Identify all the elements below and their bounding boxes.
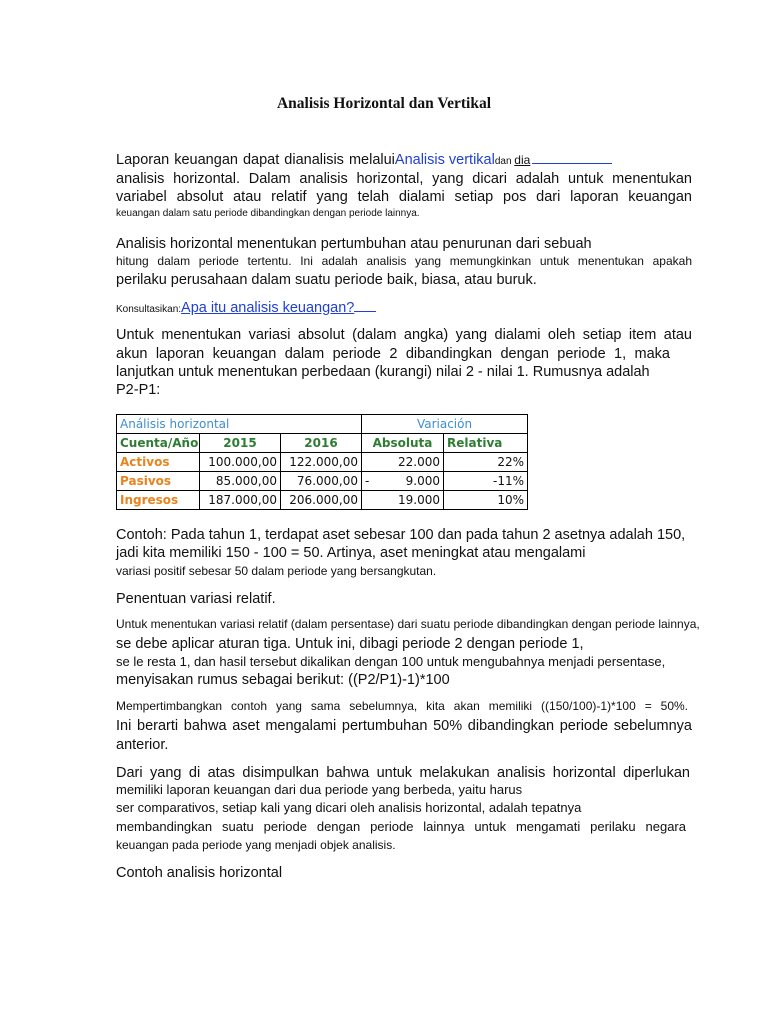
table-row (117, 453, 528, 472)
cell-2016: 76.000,00 (281, 472, 362, 491)
paragraph-3-line-2: akun laporan keuangan dalam periode 2 dibandingkan dengan periode 1, maka (116, 346, 670, 362)
paragraph-4-line-2: jadi kita memiliki 150 - 100 = 50. Artinya, aset meningkat atau mengalami (116, 545, 586, 561)
cell-absolute (362, 453, 444, 472)
row-label: Activos (117, 453, 200, 472)
paragraph-2-line-3: perilaku perusahaan dalam suatu periode baik, biasa, atau buruk. (116, 272, 537, 288)
paragraph-1-line-2: analisis horizontal. Dalam analisis horizontal, yang dicari adalah untuk menentukan (116, 171, 692, 187)
paragraph-4-line-3: variasi positif sebesar 50 dalam periode yang bersangkutan. (116, 564, 437, 578)
cell-absolute (362, 491, 444, 510)
paragraph-6-line-2: Ini berarti bahwa aset mengalami pertumbuhan 50% dibandingkan periode sebelumnya (116, 718, 692, 734)
col-header-2015: 2015 (200, 434, 281, 453)
paragraph-5-line-4: se le resta 1, dan hasil tersebut dikalikan dengan 100 untuk mengubahnya menjadi persentase, (116, 654, 666, 669)
col-header-2016: 2016 (281, 434, 362, 453)
paragraph-6-line-3: anterior. (116, 737, 169, 753)
paragraph-7-line-1: Dari yang di atas disimpulkan bahwa untuk melakukan analisis horizontal diperlukan (116, 765, 690, 781)
table-row (117, 491, 528, 510)
paragraph-5-line-1: Penentuan variasi relatif. (116, 591, 276, 607)
col-header-account: Cuenta/Año (117, 434, 200, 453)
cell-absolute-value: 9.000 (405, 474, 440, 488)
paragraph-3-line-4: P2-P1: (116, 382, 161, 398)
page-title: Analisis Horizontal dan Vertikal (276, 95, 492, 112)
row-label: Pasivos (117, 472, 200, 491)
paragraph-5-line-5: menyisakan rumus sebagai berikut: ((P2/P1)-1)*100 (116, 672, 450, 688)
paragraph-2-line-1: Analisis horizontal menentukan pertumbuhan atau penurunan dari sebuah (116, 236, 592, 252)
col-header-relative: Relativa (444, 434, 528, 453)
cell-absolute-value: 22.000 (398, 455, 440, 469)
table-title-row (117, 415, 528, 434)
cell-2016: 206.000,00 (281, 491, 362, 510)
paragraph-6-line-1: Mempertimbangkan contoh yang sama sebelumnya, kita akan memiliki ((150/100)-1)*100 = 50%. (116, 699, 688, 713)
paragraph-7-line-2: memiliki laporan keuangan dari dua periode yang berbeda, yaitu harus (116, 782, 523, 797)
paragraph-4-line-1: Contoh: Pada tahun 1, terdapat aset sebesar 100 dan pada tahun 2 asetnya adalah 150, (116, 527, 686, 543)
horizontal-analysis-table (116, 414, 528, 510)
p1-text: Laporan keuangan dapat dianalisis melalui (116, 152, 395, 168)
paragraph-1-line-1 (116, 153, 692, 168)
table-row (117, 472, 528, 491)
cell-relative: -11% (444, 472, 528, 491)
paragraph-1-line-4: keuangan dalam satu periode dibandingkan dengan periode lainnya. (116, 208, 420, 219)
cell-2015: 187.000,00 (200, 491, 281, 510)
paragraph-7-line-4: membandingkan suatu periode dengan periode lainnya untuk mengamati perilaku negara (116, 819, 686, 834)
cell-2015: 100.000,00 (200, 453, 281, 472)
paragraph-3-line-1: Untuk menentukan variasi absolut (dalam angka) yang dialami oleh setiap item atau (116, 327, 692, 343)
consult-link[interactable]: Apa itu analisis keuangan? (181, 300, 355, 316)
cell-2016: 122.000,00 (281, 453, 362, 472)
analisis-vertikal-link[interactable]: Analisis vertikal (394, 152, 495, 168)
paragraph-1-line-3: variabel absolut atau relatif yang telah dialami setiap pos dari laporan keuangan (116, 189, 692, 205)
consult-label: Konsultasikan: (116, 304, 182, 315)
p1-small-dan: dan (494, 156, 515, 167)
table-header-row (117, 434, 528, 453)
paragraph-7-line-3: ser comparativos, setiap kali yang dicari oleh analisis horizontal, adalah tepatnya (116, 800, 582, 815)
cell-2015: 85.000,00 (200, 472, 281, 491)
paragraph-7-line-5: keuangan pada periode yang menjadi objek analisis. (116, 838, 396, 852)
paragraph-3-line-3: lanjutkan untuk menentukan perbedaan (kurangi) nilai 2 - nilai 1. Rumusnya adalah (116, 364, 650, 380)
table-title: Análisis horizontal (117, 415, 362, 434)
paragraph-2-line-2: hitung dalam periode tertentu. Ini adalah analisis yang memungkinkan untuk menentukan apakah (116, 254, 692, 268)
cell-relative: 10% (444, 491, 528, 510)
blank-link-underline (532, 163, 612, 164)
paragraph-5-line-3: se debe aplicar aturan tiga. Untuk ini, dibagi periode 2 dengan periode 1, (116, 636, 584, 652)
cell-relative: 22% (444, 453, 528, 472)
p1-dia: dia (514, 153, 531, 167)
consult-link-underline (354, 311, 376, 312)
col-header-absolute: Absoluta (362, 434, 444, 453)
paragraph-8-line-1: Contoh analisis horizontal (116, 865, 283, 881)
cell-sign: - (365, 474, 370, 488)
table-variation-header: Variación (362, 415, 528, 434)
cell-absolute (362, 472, 444, 491)
row-label: Ingresos (117, 491, 200, 510)
cell-absolute-value: 19.000 (398, 493, 440, 507)
consult-line (116, 300, 692, 316)
paragraph-5-line-2: Untuk menentukan variasi relatif (dalam persentase) dari suatu periode dibandingkan dengan periode lainnya, (116, 617, 700, 631)
